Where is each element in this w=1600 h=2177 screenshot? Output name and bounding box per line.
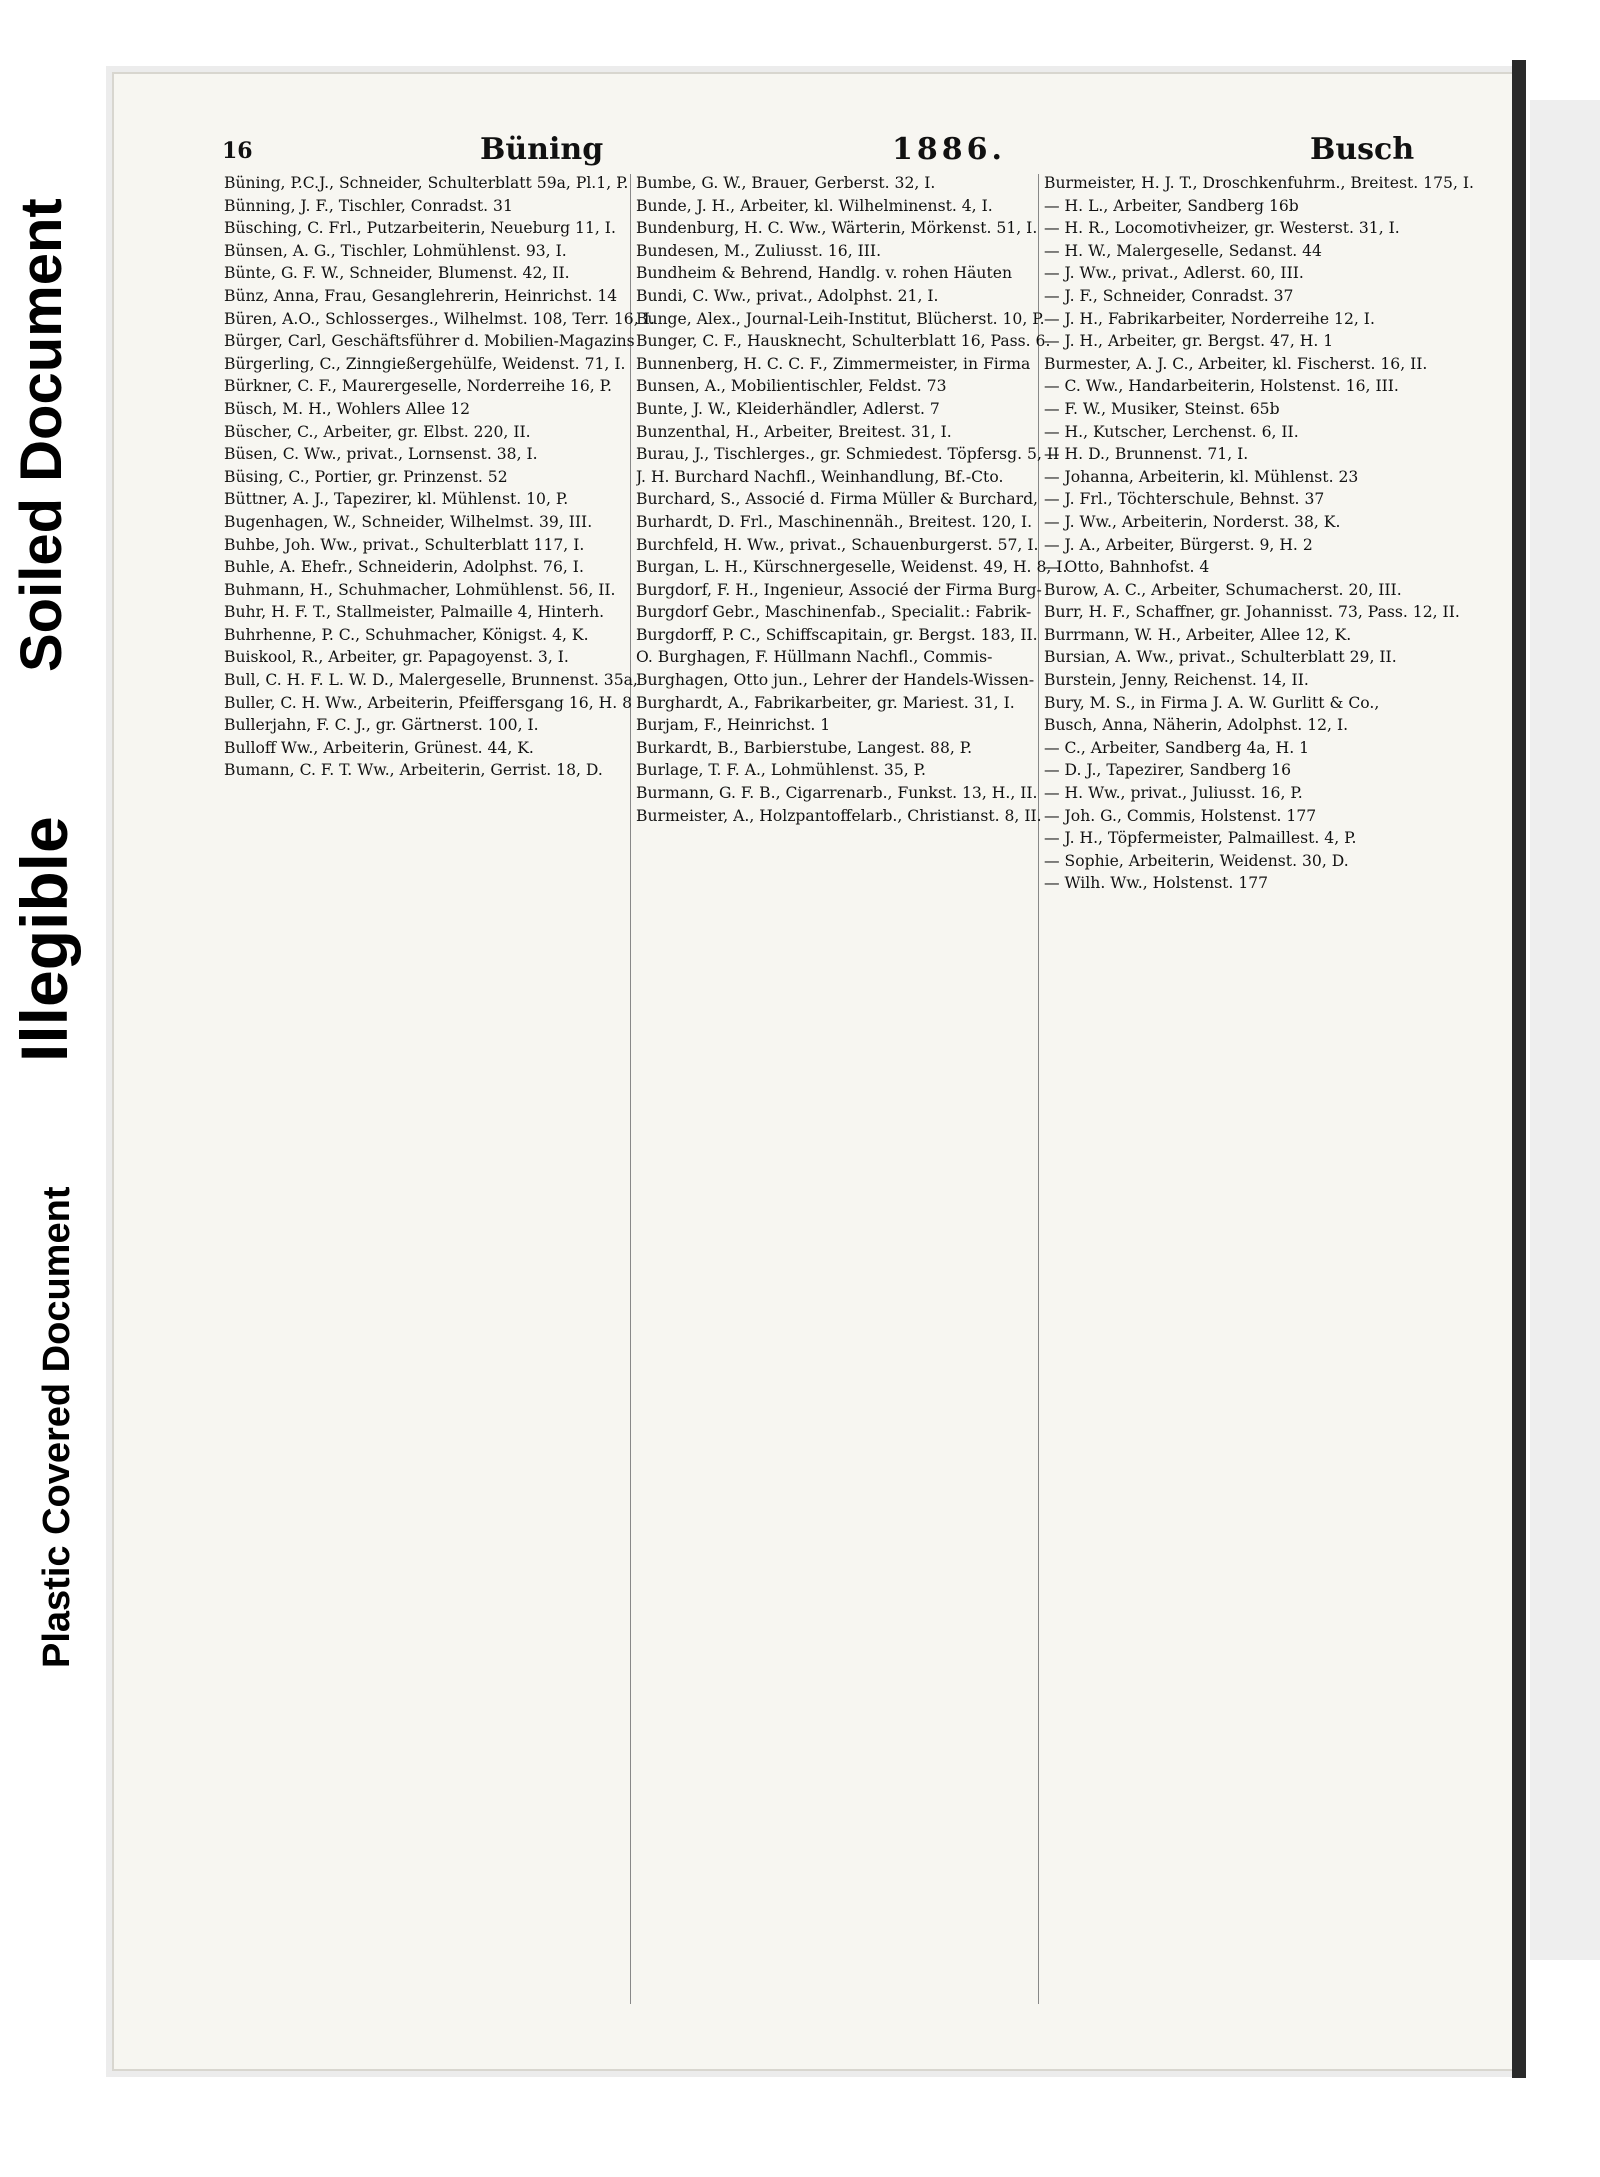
directory-entry: Bürkner, C. F., Maurergeselle, Norderreihe 16, P. — [224, 377, 612, 396]
directory-entry: Bürgerling, C., Zinngießergehülfe, Weidenst. 71, I. — [224, 354, 626, 373]
directory-entry: Burhardt, D. Frl., Maschinennäh., Breitest. 120, I. — [636, 512, 1033, 531]
directory-entry: Burgdorff, P. C., Schiffscapitain, gr. Bergst. 183, II. — [636, 625, 1038, 644]
directory-entry: Bünsen, A. G., Tischler, Lohmühlenst. 93, I. — [224, 241, 567, 260]
directory-entry: Burchfeld, H. Ww., privat., Schauenburgerst. 57, I. — [636, 535, 1039, 554]
directory-entry: — Johanna, Arbeiterin, kl. Mühlenst. 23 — [1044, 467, 1359, 486]
directory-entry: Burgdorf Gebr., Maschinenfab., Specialit.: Fabrik- — [636, 603, 1032, 622]
directory-entry: Bundheim & Behrend, Handlg. v. rohen Häuten — [636, 264, 1012, 283]
directory-entry: Burkardt, B., Barbierstube, Langest. 88, P. — [636, 738, 973, 757]
directory-entry: Buhmann, H., Schuhmacher, Lohmühlenst. 56, II. — [224, 580, 616, 599]
directory-entry: Bunsen, A., Mobilientischler, Feldst. 73 — [636, 377, 947, 396]
directory-entry: J. H. Burchard Nachfl., Weinhandlung, Bf.-Cto. — [636, 467, 1004, 486]
adjacent-page-edge — [1530, 100, 1600, 1960]
directory-entry: — J. H., Arbeiter, gr. Bergst. 47, H. 1 — [1044, 332, 1334, 351]
directory-entry: Büsch, M. H., Wohlers Allee 12 — [224, 399, 471, 418]
directory-entry: Büsing, C., Portier, gr. Prinzenst. 52 — [224, 467, 508, 486]
directory-column-3 — [1044, 172, 1504, 895]
directory-entry: Burstein, Jenny, Reichenst. 14, II. — [1044, 671, 1309, 690]
directory-entry: Bunde, J. H., Arbeiter, kl. Wilhelminenst. 4, I. — [636, 196, 993, 215]
directory-entry: Bunte, J. W., Kleiderhändler, Adlerst. 7 — [636, 399, 940, 418]
directory-entry: — Otto, Bahnhofst. 4 — [1044, 558, 1210, 577]
directory-entry: Bursian, A. Ww., privat., Schulterblatt 29, II. — [1044, 648, 1397, 667]
directory-entry: — H. W., Malergeselle, Sedanst. 44 — [1044, 241, 1322, 260]
directory-entry: Büscher, C., Arbeiter, gr. Elbst. 220, II. — [224, 422, 531, 441]
directory-entry: — Wilh. Ww., Holstenst. 177 — [1044, 874, 1269, 893]
directory-entry: Burmeister, A., Holzpantoffelarb., Christianst. 8, II. — [636, 806, 1042, 825]
directory-entry: Buhr, H. F. T., Stallmeister, Palmaille 4, Hinterh. — [224, 603, 605, 622]
plastic-covered-label: Plastic Covered Document — [36, 1186, 78, 1668]
directory-entry: Burau, J., Tischlerges., gr. Schmiedest. Töpfersg. 5, II — [636, 445, 1060, 464]
directory-entry: Burmann, G. F. B., Cigarrenarb., Funkst. 13, H., II. — [636, 784, 1038, 803]
directory-entry: Büsching, C. Frl., Putzarbeiterin, Neueburg 11, I. — [224, 219, 616, 238]
directory-entry: Bundesen, M., Zuliusst. 16, III. — [636, 241, 882, 260]
directory-entry: Burrmann, W. H., Arbeiter, Allee 12, K. — [1044, 625, 1352, 644]
directory-entry: Burr, H. F., Schaffner, gr. Johannisst. 73, Pass. 12, II. — [1044, 603, 1460, 622]
book-spine — [1512, 60, 1526, 2078]
directory-entry: Burghagen, Otto jun., Lehrer der Handels-Wissen- — [636, 671, 1035, 690]
directory-entry: Burow, A. C., Arbeiter, Schumacherst. 20, III. — [1044, 580, 1402, 599]
directory-entry: Bünz, Anna, Frau, Gesanglehrerin, Heinrichst. 14 — [224, 286, 618, 305]
directory-entry: Bumbe, G. W., Brauer, Gerberst. 32, I. — [636, 174, 936, 192]
directory-entry: Bürger, Carl, Geschäftsführer d. Mobilien-Magazins — [224, 332, 635, 351]
directory-entry: Burgan, L. H., Kürschnergeselle, Weidenst. 49, H. 8, I. — [636, 558, 1068, 577]
directory-entry: Buiskool, R., Arbeiter, gr. Papagoyenst. 3, I. — [224, 648, 569, 667]
directory-entry: Burmester, A. J. C., Arbeiter, kl. Fischerst. 16, II. — [1044, 354, 1428, 373]
directory-entry: Burghardt, A., Fabrikarbeiter, gr. Mariest. 31, I. — [636, 693, 1015, 712]
directory-entry: — J. Frl., Töchterschule, Behnst. 37 — [1044, 490, 1325, 509]
directory-entry: Buhrhenne, P. C., Schuhmacher, Königst. 4, K. — [224, 625, 589, 644]
directory-entry: Bunnenberg, H. C. C. F., Zimmermeister, in Firma — [636, 354, 1031, 373]
directory-entry: — Joh. G., Commis, Holstenst. 177 — [1044, 806, 1317, 825]
directory-entry: — Sophie, Arbeiterin, Weidenst. 30, D. — [1044, 851, 1349, 870]
directory-entry: Burlage, T. F. A., Lohmühlenst. 35, P. — [636, 761, 926, 780]
directory-entry: — H. R., Locomotivheizer, gr. Westerst. 31, I. — [1044, 219, 1400, 238]
directory-entry: Bugenhagen, W., Schneider, Wilhelmst. 39, III. — [224, 512, 593, 531]
directory-entry: Burchard, S., Associé d. Firma Müller & Burchard, — [636, 490, 1039, 509]
directory-entry: — H., Kutscher, Lerchenst. 6, II. — [1044, 422, 1299, 441]
directory-entry: — H. L., Arbeiter, Sandberg 16b — [1044, 196, 1299, 215]
directory-entry: — J. Ww., Arbeiterin, Norderst. 38, K. — [1044, 512, 1341, 531]
directory-entry: Bullerjahn, F. C. J., gr. Gärtnerst. 100, I. — [224, 716, 539, 735]
directory-entry: Büttner, A. J., Tapezirer, kl. Mühlenst. 10, P. — [224, 490, 569, 509]
illegible-label: Illegible — [7, 816, 81, 1062]
directory-entry: Bunge, Alex., Journal-Leih-Institut, Blücherst. 10, P. — [636, 309, 1045, 328]
directory-entry: Bunger, C. F., Hausknecht, Schulterblatt 16, Pass. 6. — [636, 332, 1051, 351]
directory-entry: — D. J., Tapezirer, Sandberg 16 — [1044, 761, 1292, 780]
year-heading: 1886. — [892, 132, 1006, 167]
directory-entry: Busch, Anna, Näherin, Adolphst. 12, I. — [1044, 716, 1349, 735]
directory-entry: Büsen, C. Ww., privat., Lornsenst. 38, I. — [224, 445, 538, 464]
directory-entry: Bundi, C. Ww., privat., Adolphst. 21, I. — [636, 286, 939, 305]
directory-page — [112, 72, 1514, 2071]
soiled-document-label: Soiled Document — [9, 198, 74, 672]
directory-entry: O. Burghagen, F. Hüllmann Nachfl., Commis- — [636, 648, 993, 667]
directory-entry: Bury, M. S., in Firma J. A. W. Gurlitt & Co., — [1044, 693, 1380, 712]
directory-entry: Buhbe, Joh. Ww., privat., Schulterblatt 117, I. — [224, 535, 585, 554]
directory-entry: — J. H., Töpfermeister, Palmaillest. 4, P. — [1044, 829, 1357, 848]
directory-entry: — J. F., Schneider, Conradst. 37 — [1044, 286, 1294, 305]
directory-entry: Bumann, C. F. T. Ww., Arbeiterin, Gerrist. 18, D. — [224, 761, 603, 780]
directory-entry: — H. Ww., privat., Juliusst. 16, P. — [1044, 784, 1303, 803]
directory-entry: Bunzenthal, H., Arbeiter, Breitest. 31, I. — [636, 422, 952, 441]
directory-entry: Bünning, J. F., Tischler, Conradst. 31 — [224, 196, 513, 215]
directory-entry: — C. Ww., Handarbeiterin, Holstenst. 16, III. — [1044, 377, 1399, 396]
directory-entry: Bull, C. H. F. L. W. D., Malergeselle, Brunnenst. 35a, — [224, 671, 638, 690]
directory-entry: Bundenburg, H. C. Ww., Wärterin, Mörkenst. 51, I. — [636, 219, 1038, 238]
directory-entry: Bulloff Ww., Arbeiterin, Grünest. 44, K. — [224, 738, 534, 757]
directory-entry: — J. Ww., privat., Adlerst. 60, III. — [1044, 264, 1304, 283]
directory-entry: Burgdorf, F. H., Ingenieur, Associé der Firma Burg- — [636, 580, 1042, 599]
directory-entry: Burjam, F., Heinrichst. 1 — [636, 716, 831, 735]
directory-entry: — F. W., Musiker, Steinst. 65b — [1044, 399, 1280, 418]
directory-entry: — J. A., Arbeiter, Bürgerst. 9, H. 2 — [1044, 535, 1313, 554]
page-number: 16 — [222, 138, 253, 164]
directory-entry: Buhle, A. Ehefr., Schneiderin, Adolphst. 76, I. — [224, 558, 584, 577]
left-running-head: Büning — [480, 132, 604, 167]
directory-entry: Buller, C. H. Ww., Arbeiterin, Pfeiffersgang 16, H. 8 — [224, 693, 633, 712]
directory-entry: — C., Arbeiter, Sandberg 4a, H. 1 — [1044, 738, 1310, 757]
directory-entry: — H. D., Brunnenst. 71, I. — [1044, 445, 1249, 464]
right-running-head: Busch — [1310, 132, 1415, 167]
directory-entry: Bünte, G. F. W., Schneider, Blumenst. 42, II. — [224, 264, 570, 283]
directory-entry: Büning, P.C.J., Schneider, Schulterblatt 59a, Pl.1, P. — [224, 174, 629, 192]
directory-entry: Büren, A.O., Schlosserges., Wilhelmst. 108, Terr. 16, I. — [224, 309, 655, 328]
directory-entry: — J. H., Fabrikarbeiter, Norderreihe 12, I. — [1044, 309, 1375, 328]
directory-entry: Burmeister, H. J. T., Droschkenfuhrm., Breitest. 175, I. — [1044, 174, 1474, 192]
